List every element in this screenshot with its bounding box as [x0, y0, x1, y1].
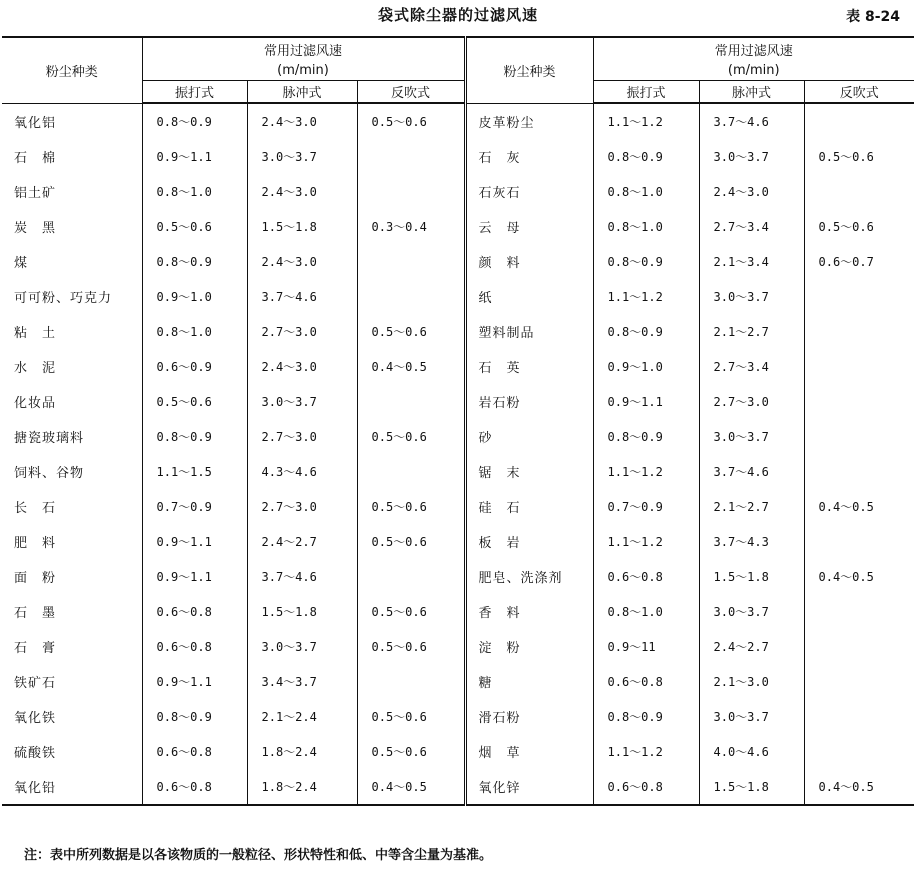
right-pulse-speed: 2.4～3.0 [699, 174, 804, 209]
right-shaking-speed: 1.1～1.2 [593, 524, 699, 559]
header-unit-right: (m/min) [593, 60, 914, 81]
left-reverse-speed: 0.5～0.6 [357, 699, 465, 734]
right-pulse-speed: 1.5～1.8 [699, 769, 804, 805]
right-dust-name: 石 英 [465, 349, 593, 384]
table-row [2, 769, 914, 805]
header-filter-speed-left: 常用过滤风速 [142, 37, 465, 60]
header-pulse-left: 脉冲式 [247, 81, 357, 103]
right-pulse-speed: 2.1～3.4 [699, 244, 804, 279]
table-row [2, 664, 914, 699]
left-pulse-speed: 1.5～1.8 [247, 209, 357, 244]
right-pulse-speed: 3.7～4.6 [699, 104, 804, 140]
right-pulse-speed: 3.0～3.7 [699, 139, 804, 174]
right-dust-name: 香 料 [465, 594, 593, 629]
right-dust-name: 塑料制品 [465, 314, 593, 349]
left-dust-name: 氧化铁 [14, 711, 57, 726]
table-row [2, 559, 914, 594]
table-row [2, 524, 914, 559]
left-dust-name: 氧化铅 [14, 781, 57, 796]
left-dust-name: 石 棉 [14, 151, 57, 166]
left-pulse-speed: 3.4～3.7 [247, 664, 357, 699]
header-pulse-right: 脉冲式 [699, 81, 804, 103]
right-shaking-speed: 0.6～0.8 [593, 664, 699, 699]
left-reverse-speed: 0.5～0.6 [357, 104, 465, 140]
table-row [2, 314, 914, 349]
left-shaking-speed: 0.8～1.0 [142, 174, 247, 209]
right-reverse-speed [804, 174, 914, 209]
table-row [2, 139, 914, 174]
left-dust-name: 铁矿石 [14, 676, 57, 691]
table-title: 袋式除尘器的过滤风速 [377, 6, 538, 24]
left-shaking-speed: 0.8～1.0 [142, 314, 247, 349]
right-dust-name: 石 灰 [465, 139, 593, 174]
left-pulse-speed: 1.5～1.8 [247, 594, 357, 629]
left-dust-name: 肥 料 [14, 536, 57, 551]
right-shaking-speed: 0.9～1.1 [593, 384, 699, 419]
left-reverse-speed [357, 454, 465, 489]
right-pulse-speed: 3.0～3.7 [699, 279, 804, 314]
left-shaking-speed: 0.9～1.1 [142, 524, 247, 559]
table-body [2, 104, 914, 806]
left-reverse-speed [357, 139, 465, 174]
right-dust-name: 淀 粉 [465, 629, 593, 664]
filter-speed-table [2, 36, 914, 806]
right-reverse-speed [804, 279, 914, 314]
right-shaking-speed: 0.8～1.0 [593, 174, 699, 209]
table-row [2, 734, 914, 769]
header-dust-type-right: 粉尘种类 [465, 37, 593, 103]
left-dust-name: 水 泥 [14, 361, 57, 376]
table-row [2, 209, 914, 244]
right-shaking-speed: 1.1～1.2 [593, 454, 699, 489]
right-shaking-speed: 0.9～1.0 [593, 349, 699, 384]
right-dust-name: 糖 [465, 664, 593, 699]
left-reverse-speed: 0.5～0.6 [357, 629, 465, 664]
right-shaking-speed: 0.8～1.0 [593, 209, 699, 244]
table-number: 表 8-24 [846, 9, 900, 25]
header-unit-left: (m/min) [142, 60, 465, 81]
right-pulse-speed: 2.7～3.4 [699, 349, 804, 384]
right-dust-name: 岩石粉 [465, 384, 593, 419]
left-dust-name: 粘 土 [14, 326, 57, 341]
left-shaking-speed: 0.8～0.9 [142, 699, 247, 734]
right-shaking-speed: 0.8～0.9 [593, 139, 699, 174]
left-reverse-speed: 0.5～0.6 [357, 419, 465, 454]
table-row [2, 244, 914, 279]
left-shaking-speed: 0.6～0.8 [142, 629, 247, 664]
header-reverse-right: 反吹式 [804, 81, 914, 103]
left-pulse-speed: 3.0～3.7 [247, 384, 357, 419]
right-pulse-speed: 2.4～2.7 [699, 629, 804, 664]
left-pulse-speed: 3.0～3.7 [247, 629, 357, 664]
left-reverse-speed: 0.4～0.5 [357, 769, 465, 805]
right-dust-name: 锯 末 [465, 454, 593, 489]
left-pulse-speed: 3.7～4.6 [247, 559, 357, 594]
right-reverse-speed [804, 664, 914, 699]
right-shaking-speed: 0.8～0.9 [593, 699, 699, 734]
left-dust-name: 炭 黑 [14, 221, 57, 236]
left-reverse-speed: 0.5～0.6 [357, 594, 465, 629]
left-shaking-speed: 1.1～1.5 [142, 454, 247, 489]
left-pulse-speed: 2.4～2.7 [247, 524, 357, 559]
header-shaking-right: 振打式 [593, 81, 699, 103]
left-shaking-speed: 0.9～1.0 [142, 279, 247, 314]
right-shaking-speed: 0.8～0.9 [593, 314, 699, 349]
right-dust-name: 石灰石 [465, 174, 593, 209]
left-reverse-speed [357, 244, 465, 279]
left-reverse-speed [357, 174, 465, 209]
right-pulse-speed: 2.1～2.7 [699, 489, 804, 524]
right-reverse-speed [804, 699, 914, 734]
left-dust-name: 石 膏 [14, 641, 57, 656]
right-dust-name: 硅 石 [465, 489, 593, 524]
right-dust-name: 砂 [465, 419, 593, 454]
left-dust-name: 硫酸铁 [14, 746, 57, 761]
left-pulse-speed: 2.4～3.0 [247, 174, 357, 209]
left-shaking-speed: 0.5～0.6 [142, 384, 247, 419]
right-dust-name: 皮革粉尘 [465, 104, 593, 140]
right-pulse-speed: 3.0～3.7 [699, 594, 804, 629]
right-shaking-speed: 0.8～1.0 [593, 594, 699, 629]
left-shaking-speed: 0.7～0.9 [142, 489, 247, 524]
right-reverse-speed: 0.4～0.5 [804, 559, 914, 594]
left-reverse-speed [357, 559, 465, 594]
table-note: 注：表中所列数据是以各该物质的一般粒径、形状特性和低、中等含尘量为基准。 [24, 848, 493, 863]
right-reverse-speed [804, 734, 914, 769]
right-shaking-speed: 0.8～0.9 [593, 419, 699, 454]
right-dust-name: 纸 [465, 279, 593, 314]
table-row [2, 174, 914, 209]
left-reverse-speed [357, 384, 465, 419]
left-pulse-speed: 2.4～3.0 [247, 349, 357, 384]
right-reverse-speed [804, 524, 914, 559]
table-row [2, 279, 914, 314]
right-pulse-speed: 3.7～4.3 [699, 524, 804, 559]
left-pulse-speed: 4.3～4.6 [247, 454, 357, 489]
table-row [2, 454, 914, 489]
left-dust-name: 搪瓷玻璃料 [14, 431, 85, 446]
right-dust-name: 滑石粉 [465, 699, 593, 734]
right-dust-name: 氧化锌 [465, 769, 593, 805]
right-dust-name: 颜 料 [465, 244, 593, 279]
left-shaking-speed: 0.5～0.6 [142, 209, 247, 244]
right-reverse-speed: 0.5～0.6 [804, 139, 914, 174]
left-dust-name: 铝土矿 [14, 186, 57, 201]
right-shaking-speed: 0.6～0.8 [593, 559, 699, 594]
right-reverse-speed: 0.4～0.5 [804, 769, 914, 805]
header-filter-speed-right: 常用过滤风速 [593, 37, 914, 60]
left-reverse-speed: 0.5～0.6 [357, 489, 465, 524]
left-shaking-speed: 0.6～0.9 [142, 349, 247, 384]
right-shaking-speed: 1.1～1.2 [593, 279, 699, 314]
table-row [2, 699, 914, 734]
right-reverse-speed: 0.5～0.6 [804, 209, 914, 244]
right-dust-name: 烟 草 [465, 734, 593, 769]
right-pulse-speed: 2.7～3.0 [699, 384, 804, 419]
left-shaking-speed: 0.6～0.8 [142, 769, 247, 805]
left-dust-name: 石 墨 [14, 606, 57, 621]
right-pulse-speed: 2.1～3.0 [699, 664, 804, 699]
table-row [2, 349, 914, 384]
left-pulse-speed: 1.8～2.4 [247, 769, 357, 805]
left-shaking-speed: 0.9～1.1 [142, 139, 247, 174]
right-pulse-speed: 3.0～3.7 [699, 699, 804, 734]
right-shaking-speed: 1.1～1.2 [593, 734, 699, 769]
right-shaking-speed: 0.8～0.9 [593, 244, 699, 279]
right-reverse-speed [804, 454, 914, 489]
left-shaking-speed: 0.8～0.9 [142, 244, 247, 279]
left-dust-name: 氧化铝 [14, 116, 57, 131]
left-dust-name: 长 石 [14, 501, 57, 516]
right-pulse-speed: 1.5～1.8 [699, 559, 804, 594]
right-shaking-speed: 1.1～1.2 [593, 104, 699, 140]
header-dust-type-left: 粉尘种类 [45, 64, 98, 80]
right-reverse-speed [804, 384, 914, 419]
left-pulse-speed: 2.4～3.0 [247, 244, 357, 279]
right-reverse-speed: 0.4～0.5 [804, 489, 914, 524]
right-shaking-speed: 0.6～0.8 [593, 769, 699, 805]
left-dust-name: 化妆品 [14, 396, 57, 411]
left-pulse-speed: 2.7～3.0 [247, 489, 357, 524]
left-reverse-speed: 0.5～0.6 [357, 314, 465, 349]
right-dust-name: 肥皂、洗涤剂 [465, 559, 593, 594]
left-pulse-speed: 2.7～3.0 [247, 314, 357, 349]
left-shaking-speed: 0.6～0.8 [142, 734, 247, 769]
right-pulse-speed: 2.7～3.4 [699, 209, 804, 244]
table-row [2, 419, 914, 454]
right-pulse-speed: 3.0～3.7 [699, 419, 804, 454]
right-pulse-speed: 3.7～4.6 [699, 454, 804, 489]
right-pulse-speed: 2.1～2.7 [699, 314, 804, 349]
left-dust-name: 可可粉、巧克力 [14, 291, 113, 306]
left-reverse-speed: 0.3～0.4 [357, 209, 465, 244]
right-reverse-speed [804, 314, 914, 349]
right-shaking-speed: 0.9～11 [593, 629, 699, 664]
left-pulse-speed: 3.7～4.6 [247, 279, 357, 314]
left-dust-name: 煤 [14, 256, 29, 271]
right-shaking-speed: 0.7～0.9 [593, 489, 699, 524]
left-pulse-speed: 2.4～3.0 [247, 104, 357, 140]
left-shaking-speed: 0.6～0.8 [142, 594, 247, 629]
left-reverse-speed: 0.5～0.6 [357, 524, 465, 559]
left-dust-name: 饲料、谷物 [14, 466, 85, 481]
right-dust-name: 板 岩 [465, 524, 593, 559]
right-reverse-speed [804, 104, 914, 140]
right-dust-name: 云 母 [465, 209, 593, 244]
left-pulse-speed: 3.0～3.7 [247, 139, 357, 174]
left-shaking-speed: 0.8～0.9 [142, 419, 247, 454]
right-reverse-speed [804, 594, 914, 629]
header-reverse-left: 反吹式 [357, 81, 465, 103]
left-reverse-speed: 0.4～0.5 [357, 349, 465, 384]
table-row [2, 489, 914, 524]
left-reverse-speed: 0.5～0.6 [357, 734, 465, 769]
left-reverse-speed [357, 279, 465, 314]
table-row [2, 629, 914, 664]
table-row [2, 384, 914, 419]
left-shaking-speed: 0.9～1.1 [142, 559, 247, 594]
right-pulse-speed: 4.0～4.6 [699, 734, 804, 769]
right-reverse-speed: 0.6～0.7 [804, 244, 914, 279]
left-pulse-speed: 2.7～3.0 [247, 419, 357, 454]
left-dust-name: 面 粉 [14, 571, 57, 586]
left-pulse-speed: 2.1～2.4 [247, 699, 357, 734]
left-reverse-speed [357, 664, 465, 699]
header-shaking-left: 振打式 [142, 81, 247, 103]
table-row [2, 594, 914, 629]
right-reverse-speed [804, 629, 914, 664]
left-shaking-speed: 0.8～0.9 [142, 104, 247, 140]
table-row [2, 104, 914, 140]
right-reverse-speed [804, 419, 914, 454]
left-shaking-speed: 0.9～1.1 [142, 664, 247, 699]
left-pulse-speed: 1.8～2.4 [247, 734, 357, 769]
right-reverse-speed [804, 349, 914, 384]
